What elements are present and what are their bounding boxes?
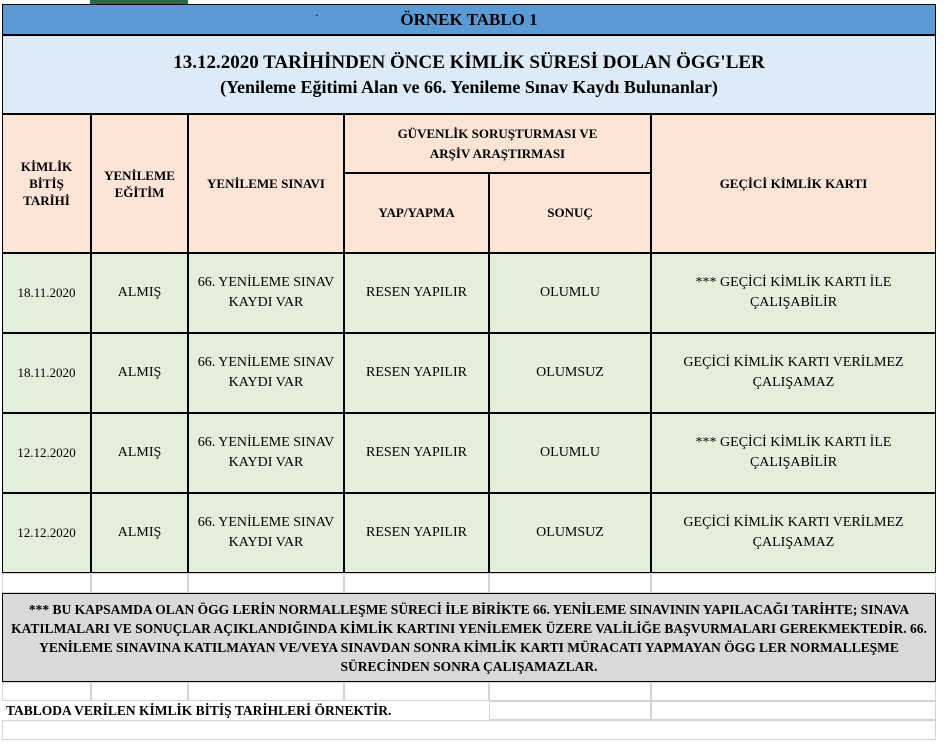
cell-egitim: ALMIŞ	[91, 253, 188, 333]
empty-grid-cell	[489, 573, 651, 593]
empty-grid-cell	[344, 573, 489, 593]
empty-grid-cell	[188, 682, 344, 701]
empty-grid-cell	[489, 701, 651, 720]
header-yap-yapma: YAP/YAPMA	[344, 173, 489, 253]
note-text: *** BU KAPSAMDA OLAN ÖGG LERİN NORMALLEŞME SÜRECİ İLE BİRİKTE 66. YENİLEME SINAVININ YAPILACAĞI TARİHTE; SINAVA KATILMALARI VE SONUÇLAR AÇIKLANDIĞINDA KİMLİK KARTINI YENİLEMEK ÜZERE VALİLİĞE BAŞVURMALARI GEREKMEKTEDİR. 66. YENİLEME SINAVINA KATILMAYAN VE/VEYA SINAVDAN SONRA KİMLİK KARTI MÜRACATI YAPMAYAN ÖGG LER NORMALLEŞME SÜRECİNDEN SONRA ÇALIŞAMAZLAR.	[11, 601, 927, 674]
cell-yap: RESEN YAPILIR	[344, 493, 489, 573]
table-title: ÖRNEK TABLO 1	[400, 9, 538, 29]
cell-date: 12.12.2020	[2, 413, 91, 493]
header-kimlik-bitis: KİMLİK BİTİŞ TARİHİ	[2, 114, 91, 253]
note-block	[2, 593, 936, 682]
cell-egitim: ALMIŞ	[91, 333, 188, 413]
heading-line-2: (Yenileme Eğitimi Alan ve 66. Yenileme Sınav Kaydı Bulunanlar)	[220, 76, 718, 97]
stray-dot: ·	[315, 8, 319, 22]
cell-date: 12.12.2020	[2, 493, 91, 573]
empty-grid-cell	[651, 682, 936, 701]
cell-date: 18.11.2020	[2, 333, 91, 413]
header-yenileme-sinavi: YENİLEME SINAVI	[188, 114, 344, 253]
empty-grid-cell	[489, 682, 651, 701]
empty-grid-cell	[651, 573, 936, 593]
footer-note: TABLODA VERİLEN KİMLİK BİTİŞ TARİHLERİ ÖRNEKTİR.	[6, 703, 392, 718]
cell-gecici: GEÇİCİ KİMLİK KARTI VERİLMEZ ÇALIŞAMAZ	[651, 333, 936, 413]
cell-sinav: 66. YENİLEME SINAV KAYDI VAR	[188, 333, 344, 413]
empty-grid-cell	[344, 682, 489, 701]
header-gecici-kimlik: GEÇİCİ KİMLİK KARTI	[651, 114, 936, 253]
cell-date: 18.11.2020	[2, 253, 91, 333]
cell-egitim: ALMIŞ	[91, 413, 188, 493]
header-sonuc: SONUÇ	[489, 173, 651, 253]
empty-grid-cell	[188, 573, 344, 593]
cell-sonuc: OLUMSUZ	[489, 333, 651, 413]
cell-gecici: GEÇİCİ KİMLİK KARTI VERİLMEZ ÇALIŞAMAZ	[651, 493, 936, 573]
heading-line-1: 13.12.2020 TARİHİNDEN ÖNCE KİMLİK SÜRESİ DOLAN ÖGG'LER	[173, 51, 765, 73]
cell-yap: RESEN YAPILIR	[344, 333, 489, 413]
empty-grid-cell	[2, 573, 91, 593]
cell-sinav: 66. YENİLEME SINAV KAYDI VAR	[188, 413, 344, 493]
cell-sinav: 66. YENİLEME SINAV KAYDI VAR	[188, 253, 344, 333]
cell-sinav: 66. YENİLEME SINAV KAYDI VAR	[188, 493, 344, 573]
header-guvenlik: GÜVENLİK SORUŞTURMASI VE ARŞİV ARAŞTIRMASI	[344, 114, 651, 173]
heading-block	[2, 35, 936, 114]
empty-grid-cell	[91, 682, 188, 701]
empty-grid-cell	[91, 573, 188, 593]
header-yenileme-egitim: YENİLEME EĞİTİM	[91, 114, 188, 253]
cell-gecici: *** GEÇİCİ KİMLİK KARTI İLE ÇALIŞABİLİR	[651, 413, 936, 493]
cell-sonuc: OLUMLU	[489, 413, 651, 493]
cell-gecici: *** GEÇİCİ KİMLİK KARTI İLE ÇALIŞABİLİR	[651, 253, 936, 333]
cell-yap: RESEN YAPILIR	[344, 413, 489, 493]
empty-grid-cell	[2, 720, 936, 740]
cell-egitim: ALMIŞ	[91, 493, 188, 573]
cell-sonuc: OLUMLU	[489, 253, 651, 333]
cell-sonuc: OLUMSUZ	[489, 493, 651, 573]
cell-yap: RESEN YAPILIR	[344, 253, 489, 333]
empty-grid-cell	[2, 682, 91, 701]
empty-grid-cell	[651, 701, 936, 720]
table-title-bar	[2, 4, 936, 35]
